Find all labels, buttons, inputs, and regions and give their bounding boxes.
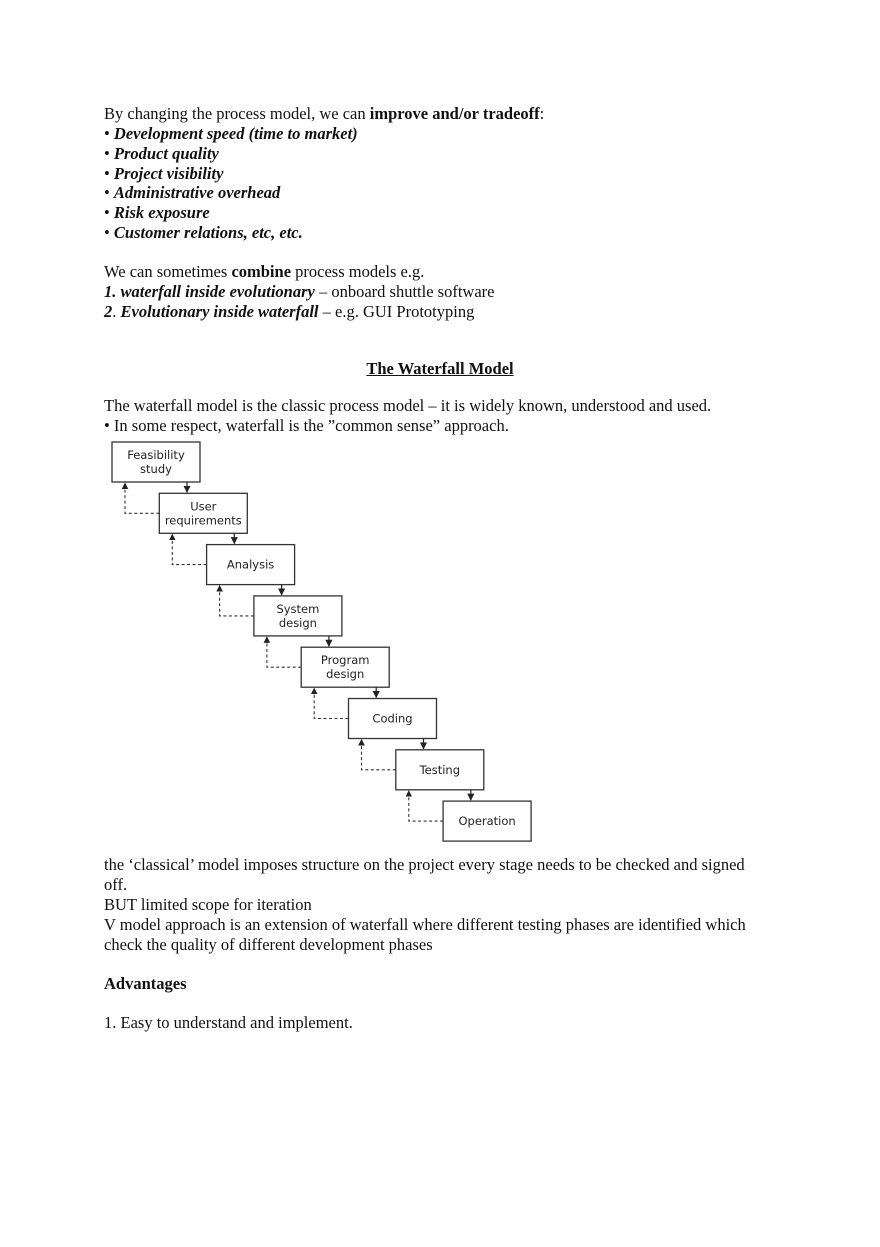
stage-label: System	[276, 601, 320, 616]
stage-label: Coding	[372, 711, 413, 726]
stage-label: Program	[320, 653, 370, 668]
stage-label: Testing	[419, 762, 461, 777]
stage-box	[159, 493, 247, 533]
stage-box	[443, 801, 531, 841]
tradeoff-item: • Customer relations, etc, etc.	[104, 223, 303, 242]
intro-prefix: By changing the process model, we can	[104, 104, 370, 123]
stage-label: requirements	[164, 513, 242, 528]
stage-label: Operation	[458, 814, 516, 829]
body-text: off.	[104, 875, 128, 894]
feedback-arrow	[314, 688, 348, 718]
tradeoff-item: • Product quality	[104, 144, 219, 163]
combo-item: 1. waterfall inside evolutionary – onboard shuttle software	[104, 282, 495, 301]
stage-label: design	[278, 615, 317, 630]
description: • In some respect, waterfall is the ”common sense” approach.	[104, 416, 509, 435]
stage-label: Feasibility	[127, 448, 185, 462]
intro-bold: improve and/or tradeoff	[369, 104, 540, 123]
stage-label: User	[190, 499, 217, 514]
stage-box	[301, 647, 389, 687]
stage-box	[396, 750, 484, 790]
body-text: check the quality of different development phases	[104, 935, 433, 954]
feedback-arrow	[267, 637, 301, 667]
stage-box	[349, 699, 437, 739]
feedback-arrow	[409, 791, 443, 821]
tradeoff-item: • Risk exposure	[104, 203, 210, 222]
feedback-arrow	[220, 586, 254, 616]
stage-box	[254, 596, 342, 636]
intro-suffix: :	[539, 104, 545, 123]
stage-label: Analysis	[226, 557, 275, 572]
tradeoff-item: • Development speed (time to market)	[104, 124, 358, 143]
advantage-item: 1. Easy to understand and implement.	[104, 1013, 353, 1032]
tradeoff-item: • Project visibility	[104, 164, 224, 183]
tradeoff-item: • Administrative overhead	[104, 183, 281, 202]
advantages-heading: Advantages	[104, 974, 187, 993]
body-text: the ‘classical’ model imposes structure on the project every stage needs to be checked and signed	[104, 855, 745, 874]
body-text: V model approach is an extension of waterfall where different testing phases are identified which	[104, 915, 746, 934]
body-text: BUT limited scope for iteration	[104, 895, 312, 914]
feedback-arrow	[125, 483, 159, 513]
section-title: The Waterfall Model	[366, 359, 514, 378]
stage-box	[207, 545, 295, 585]
stage-label: study	[140, 462, 172, 476]
description: The waterfall model is the classic process model – it is widely known, understood and used.	[104, 396, 712, 415]
stage-box	[112, 442, 200, 482]
combo-item: 2. Evolutionary inside waterfall – e.g. GUI Prototyping	[104, 302, 475, 321]
feedback-arrow	[172, 534, 206, 564]
feedback-arrow	[362, 740, 396, 770]
combine-line: We can sometimes combine process models e.g.	[104, 262, 425, 281]
stage-label: design	[326, 667, 365, 682]
